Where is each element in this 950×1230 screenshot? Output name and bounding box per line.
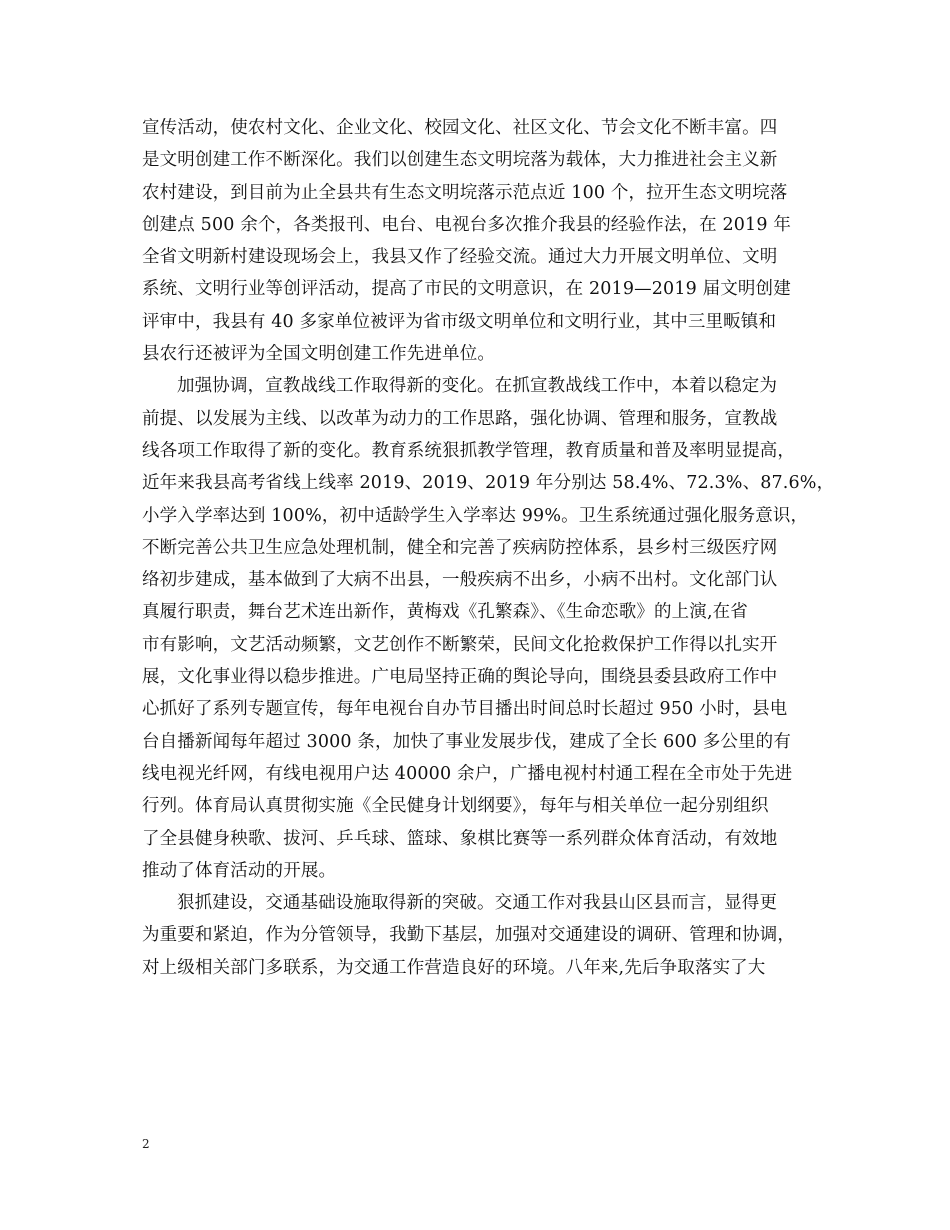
document-body xyxy=(142,112,835,984)
text-line: 线各项工作取得了新的变化。教育系统狠抓教学管理，教育质量和普及率明显提高， xyxy=(142,440,796,461)
paragraph-2 xyxy=(142,370,835,887)
text-line: 推动了体育活动的开展。 xyxy=(142,860,337,881)
text-line: 为重要和紧迫，作为分管领导，我勤下基层，加强对交通建设的调研、管理和协调， xyxy=(142,925,796,946)
text-line: 小学入学率达到 100%，初中适龄学生入学率达 99%。卫生系统通过强化服务意识， xyxy=(142,505,809,526)
text-line: 近年来我县高考省线上线率 2019、2019、2019 年分别达 58.4%、72.3%、87.6%， xyxy=(142,473,835,494)
text-line: 前提、以发展为主线、以改革为动力的工作思路，强化协调、管理和服务，宣教战 xyxy=(142,408,778,429)
paragraph-3 xyxy=(142,887,812,984)
text-line: 了全县健身秧歌、拔河、乒乓球、篮球、象棋比赛等一系列群众体育活动，有效地 xyxy=(142,828,778,849)
text-line: 展，文化事业得以稳步推进。广电局坚持正确的舆论导向，围绕县委县政府工作中 xyxy=(142,667,778,688)
text-line: 络初步建成，基本做到了大病不出县，一般疾病不出乡，小病不出村。文化部门认 xyxy=(142,570,778,591)
text-line: 宣传活动，使农村文化、企业文化、校园文化、社区文化、节会文化不断丰富。四 xyxy=(142,118,778,138)
text-line: 行列。体育局认真贯彻实施《全民健身计划纲要》，每年与相关单位一起分别组织 xyxy=(142,796,769,817)
text-line: 加强协调，宣教战线工作取得新的变化。在抓宣教战线工作中，本着以稳定为 xyxy=(177,376,778,397)
text-line: 是文明创建工作不断深化。我们以创建生态文明垸落为载体，大力推进社会主义新 xyxy=(142,150,778,171)
text-line: 不断完善公共卫生应急处理机制，健全和完善了疾病防控体系，县乡村三级医疗网 xyxy=(142,537,778,558)
text-line: 线电视光纤网，有线电视用户达 40000 余户，广播电视村村通工程在全市处于先进 xyxy=(142,763,793,784)
page-number: 2 xyxy=(142,1137,150,1151)
text-line: 真履行职责，舞台艺术连出新作，黄梅戏《孔繁森》、《生命恋歌》的上演,在省 xyxy=(142,602,748,623)
text-line: 心抓好了系列专题宣传，每年电视台自办节目播出时间总时长超过 950 小时，县电 xyxy=(142,699,788,720)
text-line: 评审中，我县有 40 多家单位被评为省市级文明单位和文明行业，其中三里畈镇和 xyxy=(142,311,777,332)
text-line: 对上级相关部门多联系，为交通工作营造良好的环境。八年来,先后争取落实了大 xyxy=(142,957,766,978)
text-line: 创建点 500 余个，各类报刊、电台、电视台多次推介我县的经验作法，在 2019 年 xyxy=(142,214,791,235)
text-line: 台自播新闻每年超过 3000 条，加快了事业发展步伐，建成了全长 600 多公里的有 xyxy=(142,731,791,752)
text-line: 市有影响，文艺活动频繁，文艺创作不断繁荣，民间文化抢救保护工作得以扎实开 xyxy=(142,634,778,655)
paragraph-1 xyxy=(142,112,812,370)
text-line: 县农行还被评为全国文明创建工作先进单位。 xyxy=(142,344,495,365)
text-line: 农村建设，到目前为止全县共有生态文明垸落示范点近 100 个，拉开生态文明垸落 xyxy=(142,182,788,203)
text-line: 系统、文明行业等创评活动，提高了市民的文明意识，在 2019—2019 届文明创建 xyxy=(142,279,791,300)
text-line: 狠抓建设，交通基础设施取得新的突破。交通工作对我县山区县而言，显得更 xyxy=(177,893,778,914)
text-line: 全省文明新村建设现场会上，我县又作了经验交流。通过大力开展文明单位、文明 xyxy=(142,247,778,268)
